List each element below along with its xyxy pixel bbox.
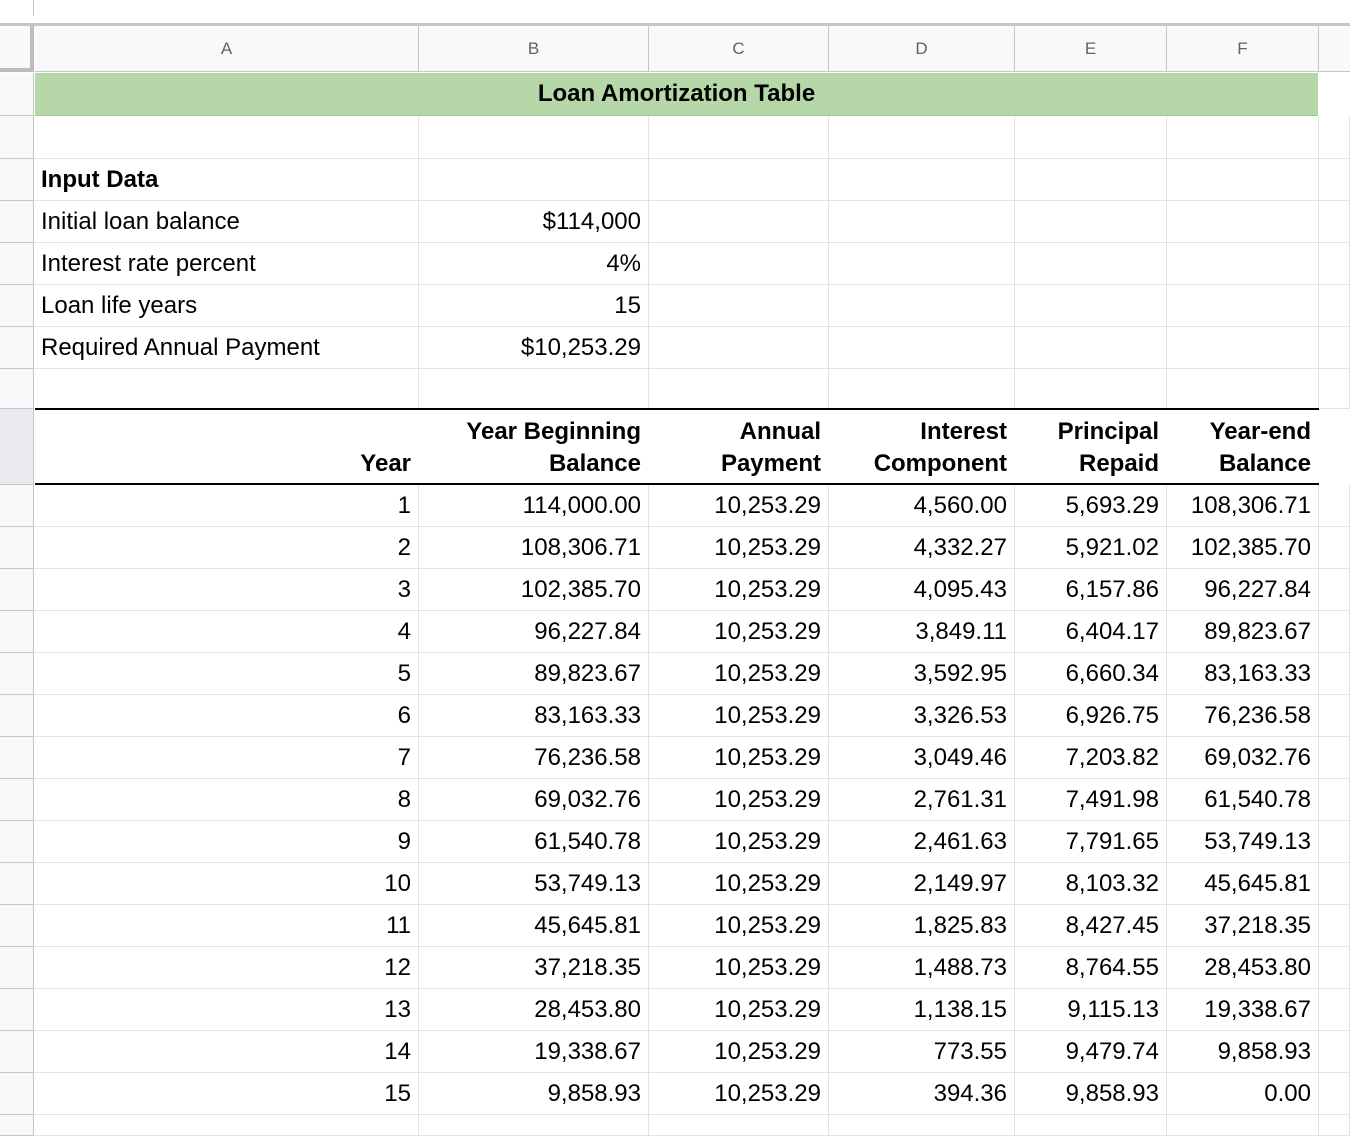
- grid-cell[interactable]: [35, 369, 419, 409]
- input-value[interactable]: $114,000: [542, 208, 641, 235]
- cell-interest-component[interactable]: 3,592.95: [913, 660, 1007, 687]
- grid-cell[interactable]: [1015, 369, 1167, 409]
- grid-cell[interactable]: [1319, 989, 1350, 1031]
- grid-cell[interactable]: [829, 116, 1015, 159]
- grid-cell[interactable]: [1319, 569, 1350, 611]
- row-header[interactable]: [0, 73, 34, 116]
- cell-interest-component[interactable]: 1,825.83: [913, 912, 1007, 939]
- grid-cell[interactable]: [1015, 1115, 1167, 1136]
- grid-cell[interactable]: [1319, 905, 1350, 947]
- cell-principal-repaid[interactable]: 9,115.13: [1067, 996, 1159, 1023]
- input-label[interactable]: Required Annual Payment: [41, 334, 320, 361]
- row-header[interactable]: [0, 737, 34, 779]
- header-principal-repaid[interactable]: Principal Repaid: [1057, 418, 1159, 477]
- grid-cell[interactable]: [1015, 327, 1167, 369]
- row-header[interactable]: [0, 527, 34, 569]
- cell-annual-payment[interactable]: 10,253.29: [714, 618, 821, 645]
- column-header-a[interactable]: A: [35, 26, 419, 72]
- cell-year[interactable]: 10: [384, 870, 411, 897]
- cell-year[interactable]: 13: [384, 996, 411, 1023]
- row-header[interactable]: [0, 989, 34, 1031]
- grid-cell[interactable]: [1319, 116, 1350, 159]
- grid-cell[interactable]: [1167, 1115, 1319, 1136]
- grid-cell[interactable]: [1167, 159, 1319, 201]
- column-header-e[interactable]: E: [1015, 26, 1167, 72]
- row-header[interactable]: [0, 369, 34, 409]
- row-header[interactable]: [0, 409, 34, 485]
- cell-year[interactable]: 1: [397, 492, 411, 519]
- row-header[interactable]: [0, 611, 34, 653]
- header-year[interactable]: Year: [360, 450, 411, 477]
- cell-year-end-balance[interactable]: 102,385.70: [1190, 534, 1311, 561]
- cell-principal-repaid[interactable]: 9,858.93: [1065, 1080, 1159, 1107]
- cell-beginning-balance[interactable]: 89,823.67: [534, 660, 641, 687]
- grid-cell[interactable]: [1319, 695, 1350, 737]
- cell-interest-component[interactable]: 2,761.31: [913, 786, 1007, 813]
- cell-principal-repaid[interactable]: 8,103.32: [1065, 870, 1159, 897]
- cell-beginning-balance[interactable]: 53,749.13: [534, 870, 641, 897]
- input-label[interactable]: Initial loan balance: [41, 208, 240, 235]
- cell-annual-payment[interactable]: 10,253.29: [714, 660, 821, 687]
- row-header[interactable]: [0, 1115, 34, 1136]
- input-label[interactable]: Interest rate percent: [41, 250, 256, 277]
- grid-cell[interactable]: [1319, 1115, 1350, 1136]
- table-title: Loan Amortization Table: [35, 73, 1318, 116]
- grid-cell[interactable]: [829, 201, 1015, 243]
- formula-bar-remnant: [0, 0, 1350, 26]
- row-header[interactable]: [0, 947, 34, 989]
- grid-cell[interactable]: [1015, 116, 1167, 159]
- cell-interest-component[interactable]: 4,332.27: [913, 534, 1007, 561]
- row-header[interactable]: [0, 1073, 34, 1115]
- cell-year[interactable]: 5: [397, 660, 411, 687]
- input-value[interactable]: 15: [614, 292, 641, 319]
- grid-cell[interactable]: [1319, 369, 1350, 409]
- cell-year-end-balance[interactable]: 0.00: [1264, 1080, 1311, 1107]
- cell-annual-payment[interactable]: 10,253.29: [714, 954, 821, 981]
- cell-beginning-balance[interactable]: 102,385.70: [520, 576, 641, 603]
- cell-year-end-balance[interactable]: 19,338.67: [1204, 996, 1311, 1023]
- input-value[interactable]: 4%: [606, 250, 641, 277]
- cell-year[interactable]: 3: [397, 576, 411, 603]
- cell-beginning-balance[interactable]: 61,540.78: [534, 828, 641, 855]
- cell-interest-component[interactable]: 1,138.15: [913, 996, 1007, 1023]
- cell-annual-payment[interactable]: 10,253.29: [714, 786, 821, 813]
- cell-beginning-balance[interactable]: 37,218.35: [534, 954, 641, 981]
- cell-beginning-balance[interactable]: 76,236.58: [534, 744, 641, 771]
- cell-year[interactable]: 15: [384, 1080, 411, 1107]
- row-header[interactable]: [0, 1031, 34, 1073]
- cell-year[interactable]: 6: [397, 702, 411, 729]
- grid-cell[interactable]: [829, 285, 1015, 327]
- cell-annual-payment[interactable]: 10,253.29: [714, 534, 821, 561]
- cell-interest-component[interactable]: 3,049.46: [913, 744, 1007, 771]
- grid-cell[interactable]: [1015, 243, 1167, 285]
- grid-cell[interactable]: [1319, 779, 1350, 821]
- input-value[interactable]: $10,253.29: [520, 334, 641, 361]
- grid-cell[interactable]: [649, 369, 829, 409]
- cell-principal-repaid[interactable]: 8,764.55: [1065, 954, 1159, 981]
- cell-interest-component[interactable]: 2,461.63: [913, 828, 1007, 855]
- column-header-g[interactable]: [1319, 26, 1350, 72]
- cell-year[interactable]: 11: [386, 912, 411, 939]
- cell-annual-payment[interactable]: 10,253.29: [714, 702, 821, 729]
- cell-year-end-balance[interactable]: 61,540.78: [1204, 786, 1311, 813]
- input-data-heading[interactable]: Input Data: [35, 159, 419, 201]
- grid-cell[interactable]: [419, 116, 649, 159]
- cell-year[interactable]: 14: [384, 1038, 411, 1065]
- cell-beginning-balance[interactable]: 19,338.67: [534, 1038, 641, 1065]
- cell-principal-repaid[interactable]: 5,693.29: [1065, 492, 1159, 519]
- cell-year-end-balance[interactable]: 53,749.13: [1204, 828, 1311, 855]
- cell-principal-repaid[interactable]: 8,427.45: [1065, 912, 1159, 939]
- cell-principal-repaid[interactable]: 7,791.65: [1065, 828, 1159, 855]
- cell-annual-payment[interactable]: 10,253.29: [714, 576, 821, 603]
- column-header-b[interactable]: B: [419, 26, 649, 72]
- grid-cell[interactable]: [1319, 159, 1350, 201]
- grid-cell[interactable]: [1015, 159, 1167, 201]
- grid-cell[interactable]: [1319, 527, 1350, 569]
- cell-interest-component[interactable]: 773.55: [933, 1038, 1007, 1065]
- cell-interest-component[interactable]: 1,488.73: [913, 954, 1007, 981]
- cell-principal-repaid[interactable]: 7,491.98: [1065, 786, 1159, 813]
- cell-beginning-balance[interactable]: 83,163.33: [534, 702, 641, 729]
- row-header[interactable]: [0, 821, 34, 863]
- grid-cell[interactable]: [419, 369, 649, 409]
- grid-cell[interactable]: [1167, 201, 1319, 243]
- cell-interest-component[interactable]: 4,095.43: [913, 576, 1007, 603]
- cell-beginning-balance[interactable]: 96,227.84: [534, 618, 641, 645]
- header-year-beginning-balance[interactable]: Year Beginning Balance: [466, 418, 641, 477]
- cell-annual-payment[interactable]: 10,253.29: [714, 1080, 821, 1107]
- grid-cell[interactable]: [1167, 369, 1319, 409]
- cell-interest-component[interactable]: 3,849.11: [915, 618, 1007, 645]
- cell-principal-repaid[interactable]: 6,926.75: [1065, 702, 1159, 729]
- grid-cell[interactable]: [1167, 116, 1319, 159]
- cell-principal-repaid[interactable]: 6,157.86: [1065, 576, 1159, 603]
- header-annual-payment[interactable]: Annual Payment: [720, 418, 821, 477]
- row-header[interactable]: [0, 779, 34, 821]
- grid-cell[interactable]: [829, 369, 1015, 409]
- row-header[interactable]: [0, 201, 34, 243]
- cell-annual-payment[interactable]: 10,253.29: [714, 828, 821, 855]
- input-label[interactable]: Loan life years: [41, 292, 198, 319]
- cell-interest-component[interactable]: 3,326.53: [913, 702, 1007, 729]
- cell-annual-payment[interactable]: 10,253.29: [714, 492, 821, 519]
- cell-beginning-balance[interactable]: 108,306.71: [520, 534, 641, 561]
- cell-year[interactable]: 12: [384, 954, 411, 981]
- column-header-f[interactable]: F: [1167, 26, 1319, 72]
- row-header[interactable]: [0, 485, 34, 527]
- cell-principal-repaid[interactable]: 6,660.34: [1065, 660, 1159, 687]
- cell-annual-payment[interactable]: 10,253.29: [714, 912, 821, 939]
- cell-year-end-balance[interactable]: 69,032.76: [1204, 744, 1311, 771]
- row-header[interactable]: [0, 695, 34, 737]
- cell-principal-repaid[interactable]: 7,203.82: [1065, 744, 1159, 771]
- cell-interest-component[interactable]: 394.36: [933, 1080, 1007, 1107]
- grid-cell[interactable]: [1167, 243, 1319, 285]
- select-all-corner[interactable]: [0, 26, 34, 72]
- column-header-c[interactable]: C: [649, 26, 829, 72]
- cell-year[interactable]: 9: [397, 828, 411, 855]
- grid-cell[interactable]: [1015, 201, 1167, 243]
- grid-cell[interactable]: [1319, 947, 1350, 989]
- cell-year-end-balance[interactable]: 76,236.58: [1204, 702, 1311, 729]
- row-header[interactable]: [0, 327, 34, 369]
- grid-cell[interactable]: [649, 243, 829, 285]
- grid-cell[interactable]: [419, 1115, 649, 1136]
- cell-year[interactable]: 7: [397, 744, 411, 771]
- grid-cell[interactable]: [1319, 653, 1350, 695]
- grid-cell[interactable]: [649, 159, 829, 201]
- cell-interest-component[interactable]: 4,560.00: [913, 492, 1007, 519]
- cell-year[interactable]: 8: [397, 786, 411, 813]
- cell-beginning-balance[interactable]: 114,000.00: [522, 492, 641, 519]
- cell-principal-repaid[interactable]: 9,479.74: [1065, 1038, 1159, 1065]
- grid-cell[interactable]: [829, 159, 1015, 201]
- grid-cell[interactable]: [829, 243, 1015, 285]
- row-header[interactable]: [0, 243, 34, 285]
- cell-beginning-balance[interactable]: 45,645.81: [534, 912, 641, 939]
- grid-cell[interactable]: [649, 285, 829, 327]
- divider: [33, 0, 34, 16]
- row-header[interactable]: [0, 653, 34, 695]
- cell-year[interactable]: 4: [397, 618, 411, 645]
- grid-cell[interactable]: [1319, 201, 1350, 243]
- grid-cell[interactable]: [1319, 611, 1350, 653]
- grid-cell[interactable]: [649, 116, 829, 159]
- cell-year-end-balance[interactable]: 108,306.71: [1190, 492, 1311, 519]
- cell-principal-repaid[interactable]: 6,404.17: [1065, 618, 1159, 645]
- cell-beginning-balance[interactable]: 69,032.76: [534, 786, 641, 813]
- grid-cell[interactable]: [1167, 285, 1319, 327]
- header-top-border: [35, 408, 1319, 410]
- row-header[interactable]: [0, 863, 34, 905]
- cell-beginning-balance[interactable]: 9,858.93: [547, 1080, 641, 1107]
- grid-cell[interactable]: [649, 327, 829, 369]
- grid-cell[interactable]: [1319, 409, 1350, 485]
- cell-year-end-balance[interactable]: 89,823.67: [1204, 618, 1311, 645]
- cell-annual-payment[interactable]: 10,253.29: [714, 996, 821, 1023]
- cell-year-end-balance[interactable]: 96,227.84: [1204, 576, 1311, 603]
- row-header[interactable]: [0, 905, 34, 947]
- grid-cell[interactable]: [35, 1115, 419, 1136]
- cell-year-end-balance[interactable]: 83,163.33: [1204, 660, 1311, 687]
- row-header[interactable]: [0, 116, 34, 159]
- cell-annual-payment[interactable]: 10,253.29: [714, 744, 821, 771]
- row-header[interactable]: [0, 285, 34, 327]
- grid-cell[interactable]: [1167, 327, 1319, 369]
- cell-year-end-balance[interactable]: 37,218.35: [1204, 912, 1311, 939]
- header-year-end-balance[interactable]: Year-end Balance: [1209, 418, 1311, 477]
- grid-cell[interactable]: [1319, 737, 1350, 779]
- grid-cell[interactable]: [649, 1115, 829, 1136]
- cell-year-end-balance[interactable]: 28,453.80: [1204, 954, 1311, 981]
- column-header-d[interactable]: D: [829, 26, 1015, 72]
- grid-cell[interactable]: [829, 327, 1015, 369]
- grid-cell[interactable]: [1319, 1031, 1350, 1073]
- grid-cell[interactable]: [35, 116, 419, 159]
- grid-cell[interactable]: [829, 1115, 1015, 1136]
- cell-year-end-balance[interactable]: 9,858.93: [1217, 1038, 1311, 1065]
- grid-cell[interactable]: [1319, 485, 1350, 527]
- cell-annual-payment[interactable]: 10,253.29: [714, 870, 821, 897]
- cell-principal-repaid[interactable]: 5,921.02: [1065, 534, 1159, 561]
- cell-annual-payment[interactable]: 10,253.29: [714, 1038, 821, 1065]
- cell-interest-component[interactable]: 2,149.97: [913, 870, 1007, 897]
- grid-cell[interactable]: [1319, 1073, 1350, 1115]
- grid-cell[interactable]: [649, 201, 829, 243]
- grid-cell[interactable]: [1319, 863, 1350, 905]
- cell-year-end-balance[interactable]: 45,645.81: [1204, 870, 1311, 897]
- grid-cell[interactable]: [1319, 285, 1350, 327]
- row-header[interactable]: [0, 159, 34, 201]
- grid-cell[interactable]: [1319, 327, 1350, 369]
- grid-cell[interactable]: [1319, 821, 1350, 863]
- cell-beginning-balance[interactable]: 28,453.80: [534, 996, 641, 1023]
- header-interest-component[interactable]: Interest Component: [873, 418, 1007, 477]
- row-header[interactable]: [0, 569, 34, 611]
- grid-cell[interactable]: [419, 159, 649, 201]
- grid-cell[interactable]: [1319, 243, 1350, 285]
- cell-year[interactable]: 2: [397, 534, 411, 561]
- grid-cell[interactable]: [1015, 285, 1167, 327]
